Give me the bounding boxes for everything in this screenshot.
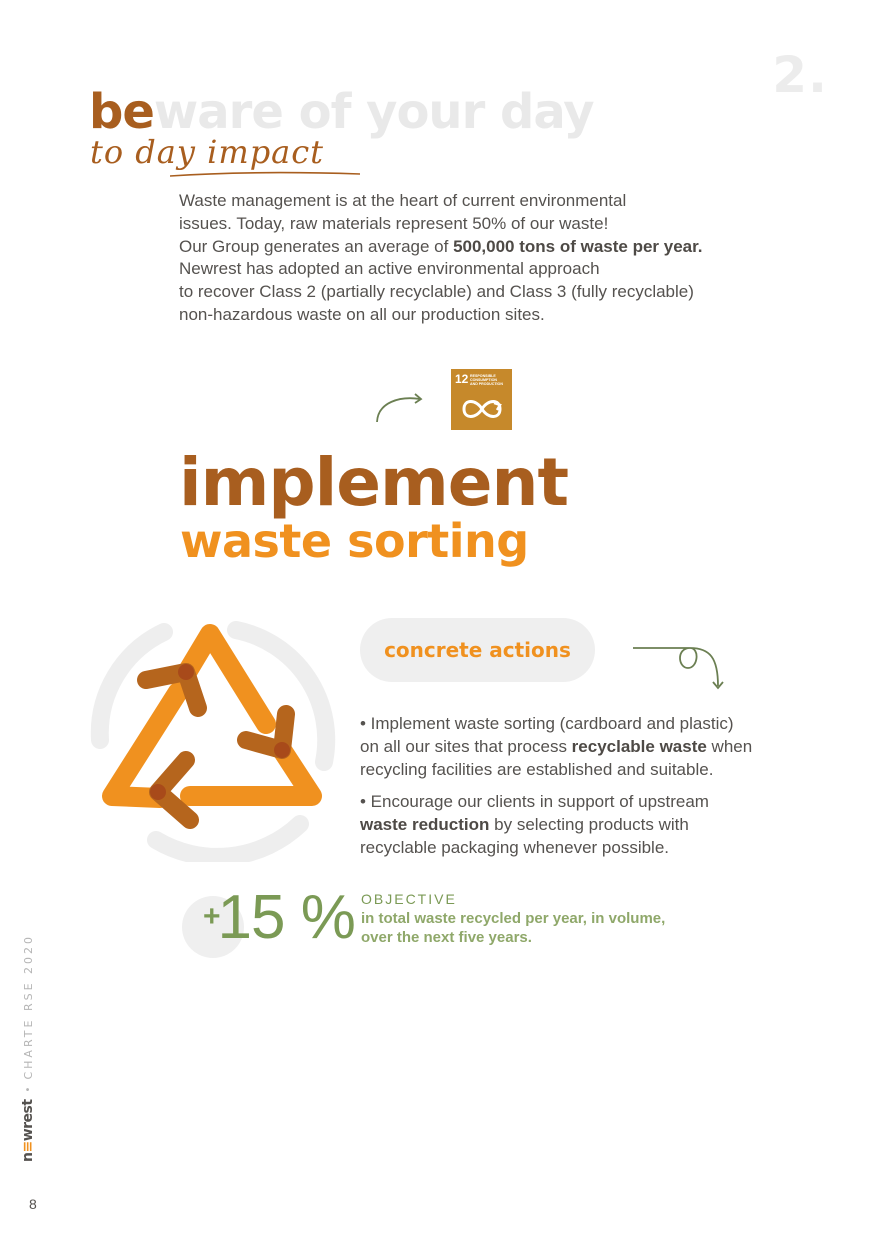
sdg-label-line: RESPONSIBLE (470, 374, 496, 378)
objective-value (203, 882, 355, 953)
objective-plus: + (203, 900, 220, 933)
side-separator: • (22, 1086, 34, 1093)
curved-arrow-icon (372, 390, 428, 426)
intro-highlight: 500,000 tons of waste per year. (453, 236, 703, 256)
actions-list (360, 713, 770, 870)
logo-part: n (20, 1152, 36, 1162)
action-text: recyclable packaging whenever possible. (360, 837, 670, 857)
sdg-number: 12 (455, 372, 469, 386)
sdg-label-line: CONSUMPTION (470, 378, 497, 383)
sdg-label-line: AND PRODUCTION (470, 382, 503, 387)
action-text: on all our sites that process (360, 736, 572, 756)
logo-part: wrest (20, 1099, 36, 1142)
heading-rest: ware of your day (153, 84, 594, 140)
sdg-label (470, 374, 510, 387)
concrete-actions-pill: concrete actions (360, 618, 595, 682)
intro-line: to recover Class 2 (partially recyclable) and Class 3 (fully recyclable) (179, 282, 694, 302)
action-item (360, 713, 770, 781)
sdg-12-badge (451, 369, 512, 430)
intro-line (179, 236, 739, 259)
intro-line: Newrest has adopted an active environmental approach (179, 259, 600, 279)
action-text: recycling facilities are established and suitable. (360, 759, 714, 779)
loop-arrow-icon (630, 638, 730, 694)
action-text: • Encourage our clients in support of upstream (360, 792, 709, 812)
objective-desc-line: in total waste recycled per year, in volume, (361, 910, 666, 927)
heading-script-subtitle: to day impact (90, 133, 325, 171)
intro-line: Waste management is at the heart of current environmental (179, 191, 627, 210)
infinity-loop-icon (461, 396, 503, 422)
intro-paragraph (179, 190, 739, 327)
page-number: 8 (29, 1196, 37, 1212)
action-highlight: recyclable waste (571, 736, 707, 756)
action-text: when (706, 736, 753, 756)
document-label: CHARTE RSE 2020 (21, 933, 35, 1080)
action-item (360, 791, 770, 859)
objective-label: OBJECTIVE (361, 891, 457, 907)
objective-description (361, 909, 761, 947)
action-highlight: waste reduction (360, 815, 490, 835)
logo-part: ≡ (20, 1141, 36, 1153)
intro-text: Our Group generates an average of (179, 236, 454, 256)
script-swash-decoration (170, 170, 360, 180)
action-text: by selecting products with (489, 815, 689, 835)
heading-accent: be (89, 84, 154, 140)
intro-line: non-hazardous waste on all our production sites. (179, 304, 545, 324)
side-footer (20, 934, 36, 1162)
main-title-line1: implement (179, 444, 569, 521)
objective-desc-line: over the next five years. (361, 929, 532, 946)
section-number: 2. (772, 46, 828, 104)
main-title-line2: waste sorting (180, 514, 529, 568)
recycle-icon (86, 612, 336, 862)
newrest-logo (20, 1099, 36, 1162)
objective-percent: 15 % (217, 883, 355, 952)
intro-line: issues. Today, raw materials represent 50% of our waste! (179, 213, 609, 233)
action-text: • Implement waste sorting (cardboard and plastic) (360, 714, 734, 733)
section-heading (89, 84, 594, 140)
